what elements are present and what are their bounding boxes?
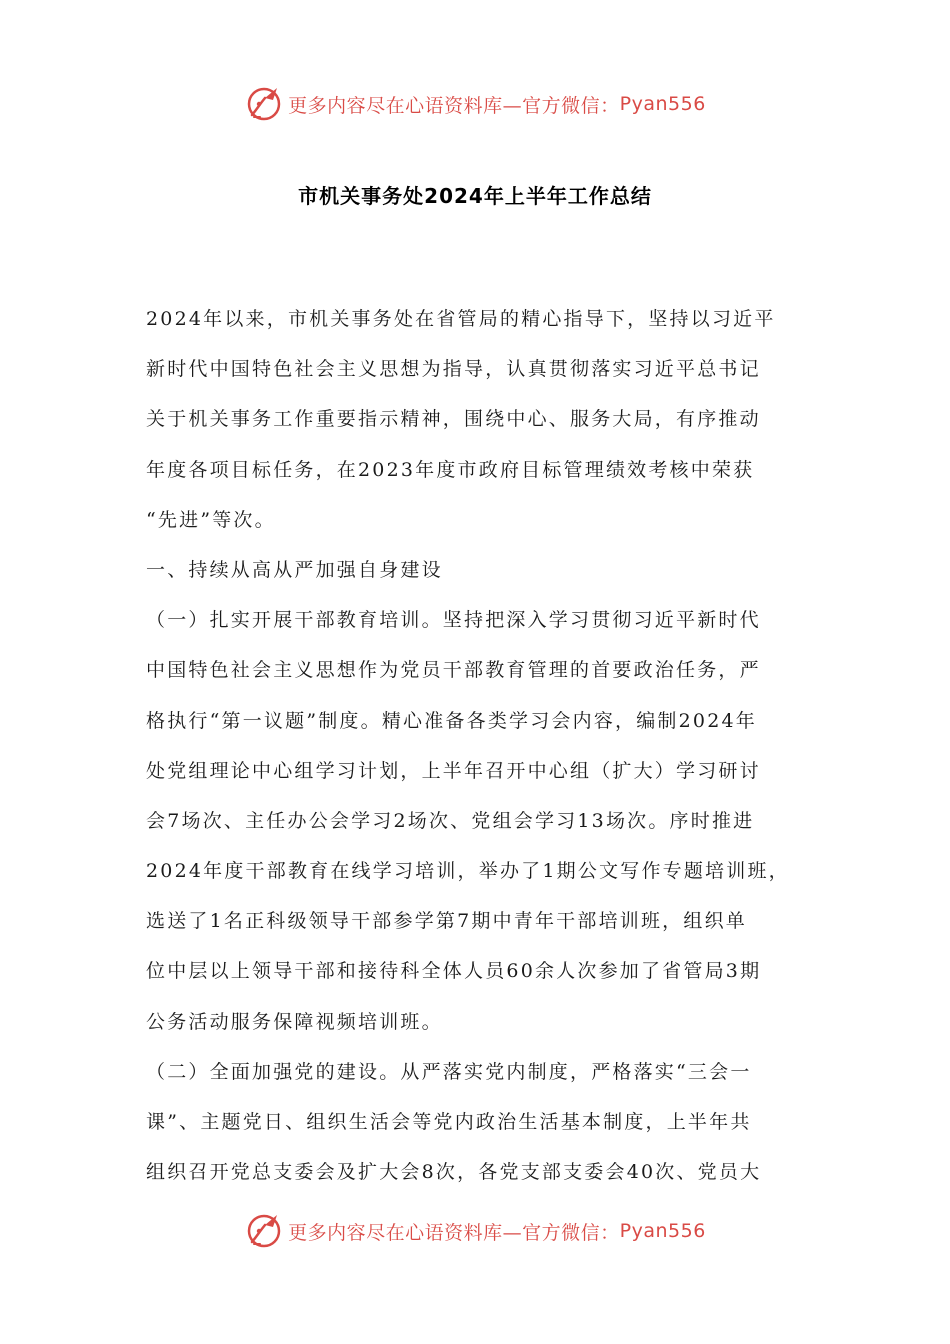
section-heading: 一、持续从高从严加强自身建设 <box>146 558 443 581</box>
text-line: 新时代中国特色社会主义思想为指导，认真贯彻落实习近平总书记 <box>146 358 761 381</box>
text-line: 公务活动服务保障视频培训班。 <box>146 1010 443 1033</box>
text-line: “先进”等次。 <box>146 508 276 531</box>
text-line: 位中层以上领导干部和接待科全体人员60余人次参加了省管局3期 <box>146 960 762 983</box>
text-line: （二）全面加强党的建设。从严落实党内制度，严格落实“三会一 <box>146 1060 752 1083</box>
text-line: 关于机关事务工作重要指示精神，围绕中心、服务大局，有序推动 <box>146 408 761 431</box>
text-line: 组织召开党总支委会及扩大会8次，各党支部支委会40次、党员大 <box>146 1161 762 1184</box>
text-line: （一）扎实开展干部教育培训。坚持把深入学习贯彻习近平新时代 <box>146 609 761 632</box>
text-line: 年度各项目标任务，在2023年度市政府目标管理绩效考核中荣获 <box>146 458 755 481</box>
pen-logo-icon <box>244 1211 284 1251</box>
document-title: 市机关事务处2024年上半年工作总结 <box>298 184 652 208</box>
text-line: 课”、主题党日、组织生活会等党内政治生活基本制度，上半年共 <box>146 1111 752 1133</box>
text-line: 中国特色社会主义思想作为党员干部教育管理的首要政治任务，严 <box>146 659 761 682</box>
text-line: 2024年度干部教育在线学习培训，举办了1期公文写作专题培训班， <box>146 860 790 883</box>
watermark-brand-text: 更多内容尽在心语资料库—官方微信： <box>288 1221 620 1244</box>
text-line: 会7场次、主任办公会学习2场次、党组会学习13场次。序时推进 <box>146 809 755 832</box>
text-line: 处党组理论中心组学习计划，上半年召开中心组（扩大）学习研讨 <box>146 759 761 782</box>
pen-logo-icon <box>244 84 284 124</box>
watermark-footer <box>0 1211 950 1251</box>
watermark-brand-text: 更多内容尽在心语资料库—官方微信： <box>288 94 620 117</box>
text-line: 选送了1名正科级领导干部参学第7期中青年干部培训班，组织单 <box>146 910 747 933</box>
watermark-wechat-id: Pyan556 <box>619 93 706 115</box>
document-body <box>146 294 806 1197</box>
text-line: 2024年以来，市机关事务处在省管局的精心指导下，坚持以习近平 <box>146 308 776 330</box>
text-line: 格执行“第一议题”制度。精心准备各类学习会内容，编制2024年 <box>146 709 757 732</box>
watermark-header <box>0 84 950 124</box>
watermark-wechat-id: Pyan556 <box>619 1220 706 1242</box>
